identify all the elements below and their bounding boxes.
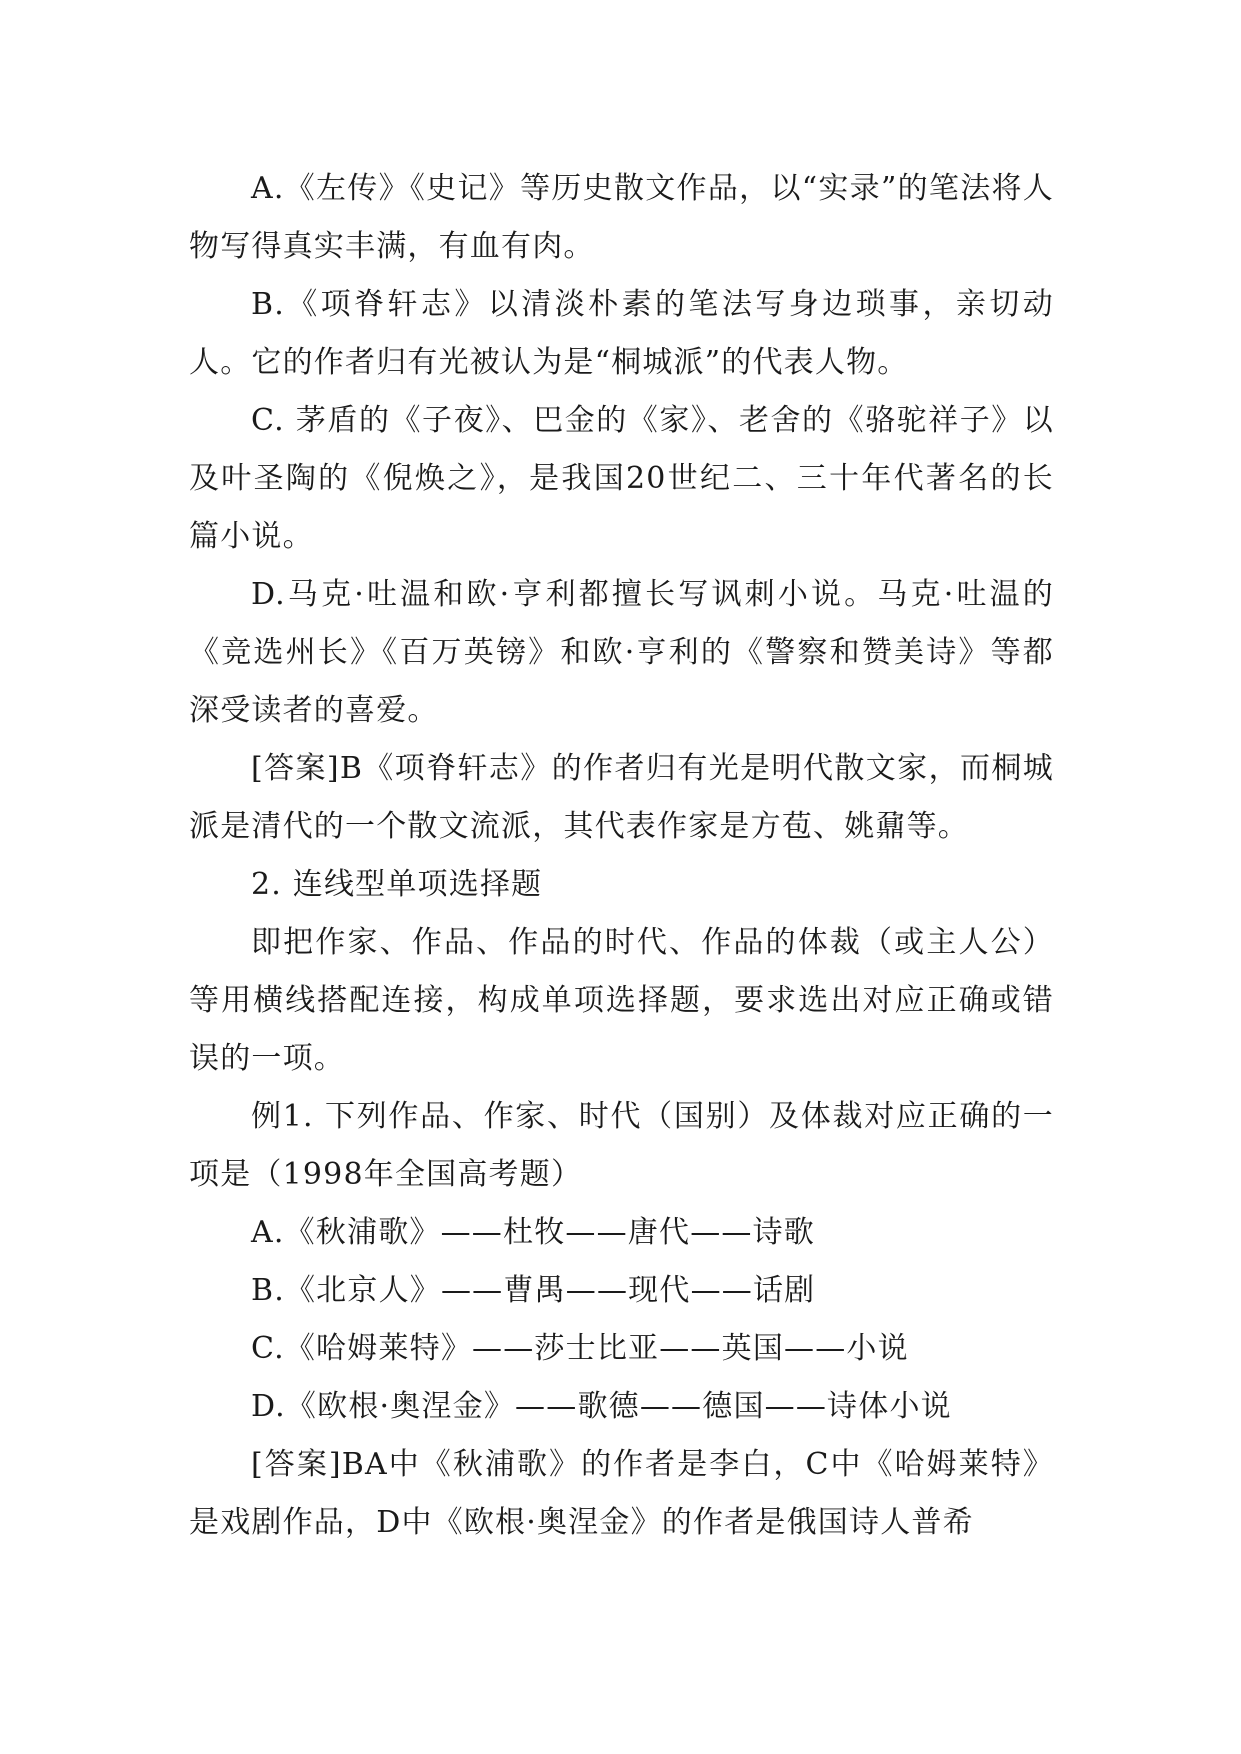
example-answer-paragraph: [答案]BA中《秋浦歌》的作者是李白，C中《哈姆莱特》是戏剧作品，D中《欧根·奥涅金》的作者是俄国诗人普希 <box>189 1447 1054 1540</box>
option-d-paragraph: D.马克·吐温和欧·亨利都擅长写讽刺小说。马克·吐温的《竞选州长》《百万英镑》和欧·亨利的《警察和赞美诗》等都深受读者的喜爱。 <box>189 577 1054 728</box>
section-description: 即把作家、作品、作品的时代、作品的体裁（或主人公）等用横线搭配连接，构成单项选择题，要求选出对应正确或错误的一项。 <box>189 925 1054 1076</box>
option-a-paragraph: A.《左传》《史记》等历史散文作品，以“实录”的笔法将人物写得真实丰满，有血有肉。 <box>189 171 1054 264</box>
option-c-paragraph: C. 茅盾的《子夜》、巴金的《家》、老舍的《骆驼祥子》以及叶圣陶的《倪焕之》，是我国20世纪二、三十年代著名的长篇小说。 <box>189 403 1054 554</box>
answer-paragraph: [答案]B《项脊轩志》的作者归有光是明代散文家，而桐城派是清代的一个散文流派，其代表作家是方苞、姚鼐等。 <box>189 751 1054 844</box>
example-option-b: B.《北京人》——曹禺——现代——话剧 <box>251 1273 816 1308</box>
section-heading: 2. 连线型单项选择题 <box>251 867 543 902</box>
option-b-paragraph: B.《项脊轩志》以清淡朴素的笔法写身边琐事，亲切动人。它的作者归有光被认为是“桐城派”的代表人物。 <box>189 287 1054 380</box>
example-option-d: D.《欧根·奥涅金》——歌德——德国——诗体小说 <box>251 1389 952 1424</box>
example-option-a: A.《秋浦歌》——杜牧——唐代——诗歌 <box>251 1215 816 1250</box>
example-question: 例1. 下列作品、作家、时代（国别）及体裁对应正确的一项是（1998年全国高考题） <box>189 1099 1054 1192</box>
document-body <box>189 160 1054 1552</box>
example-option-c: C.《哈姆莱特》——莎士比亚——英国——小说 <box>251 1331 909 1366</box>
